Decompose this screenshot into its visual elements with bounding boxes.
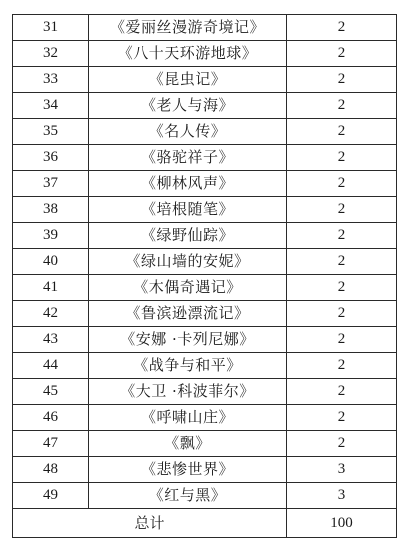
row-number: 39: [13, 223, 89, 249]
table-body: [13, 15, 397, 538]
book-count: 2: [287, 41, 397, 67]
book-count: 2: [287, 15, 397, 41]
table-row: [13, 405, 397, 431]
book-count: 2: [287, 353, 397, 379]
book-count: 2: [287, 119, 397, 145]
book-title: 《飘》: [89, 431, 287, 457]
total-label: 总计: [13, 509, 287, 538]
book-title: 《柳林风声》: [89, 171, 287, 197]
book-count: 2: [287, 67, 397, 93]
row-number: 47: [13, 431, 89, 457]
table-row: [13, 15, 397, 41]
book-title: 《大卫 ·科波菲尔》: [89, 379, 287, 405]
book-title: 《昆虫记》: [89, 67, 287, 93]
book-title: 《八十天环游地球》: [89, 41, 287, 67]
book-count: 2: [287, 145, 397, 171]
book-title: 《安娜 ·卡列尼娜》: [89, 327, 287, 353]
row-number: 42: [13, 301, 89, 327]
book-title: 《悲惨世界》: [89, 457, 287, 483]
book-title: 《骆驼祥子》: [89, 145, 287, 171]
table-row: [13, 483, 397, 509]
table-row: [13, 379, 397, 405]
table-row: [13, 171, 397, 197]
table-row: [13, 249, 397, 275]
book-count: 2: [287, 171, 397, 197]
table-row: [13, 119, 397, 145]
book-count: 3: [287, 457, 397, 483]
book-title: 《木偶奇遇记》: [89, 275, 287, 301]
book-count: 2: [287, 327, 397, 353]
row-number: 38: [13, 197, 89, 223]
row-number: 40: [13, 249, 89, 275]
book-list-table: [12, 14, 397, 538]
table-row: [13, 145, 397, 171]
book-count: 2: [287, 249, 397, 275]
total-row: [13, 509, 397, 538]
total-count: 100: [287, 509, 397, 538]
table-row: [13, 457, 397, 483]
table-row: [13, 67, 397, 93]
row-number: 34: [13, 93, 89, 119]
book-count: 2: [287, 223, 397, 249]
book-count: 2: [287, 301, 397, 327]
book-count: 2: [287, 431, 397, 457]
row-number: 35: [13, 119, 89, 145]
table-row: [13, 275, 397, 301]
book-count: 2: [287, 405, 397, 431]
book-title: 《鲁滨逊漂流记》: [89, 301, 287, 327]
row-number: 31: [13, 15, 89, 41]
row-number: 48: [13, 457, 89, 483]
row-number: 43: [13, 327, 89, 353]
book-title: 《战争与和平》: [89, 353, 287, 379]
table-row: [13, 41, 397, 67]
row-number: 37: [13, 171, 89, 197]
book-count: 2: [287, 93, 397, 119]
book-count: 2: [287, 379, 397, 405]
table-row: [13, 431, 397, 457]
table-row: [13, 93, 397, 119]
book-title: 《培根随笔》: [89, 197, 287, 223]
book-title: 《老人与海》: [89, 93, 287, 119]
table-row: [13, 223, 397, 249]
table-row: [13, 301, 397, 327]
book-count: 2: [287, 197, 397, 223]
table-row: [13, 353, 397, 379]
row-number: 33: [13, 67, 89, 93]
book-title: 《红与黑》: [89, 483, 287, 509]
row-number: 41: [13, 275, 89, 301]
book-count: 2: [287, 275, 397, 301]
book-title: 《名人传》: [89, 119, 287, 145]
row-number: 32: [13, 41, 89, 67]
row-number: 44: [13, 353, 89, 379]
table-row: [13, 197, 397, 223]
book-title: 《呼啸山庄》: [89, 405, 287, 431]
book-count: 3: [287, 483, 397, 509]
row-number: 36: [13, 145, 89, 171]
book-title: 《绿山墙的安妮》: [89, 249, 287, 275]
row-number: 45: [13, 379, 89, 405]
book-title: 《绿野仙踪》: [89, 223, 287, 249]
row-number: 46: [13, 405, 89, 431]
table-row: [13, 327, 397, 353]
book-title: 《爱丽丝漫游奇境记》: [89, 15, 287, 41]
row-number: 49: [13, 483, 89, 509]
